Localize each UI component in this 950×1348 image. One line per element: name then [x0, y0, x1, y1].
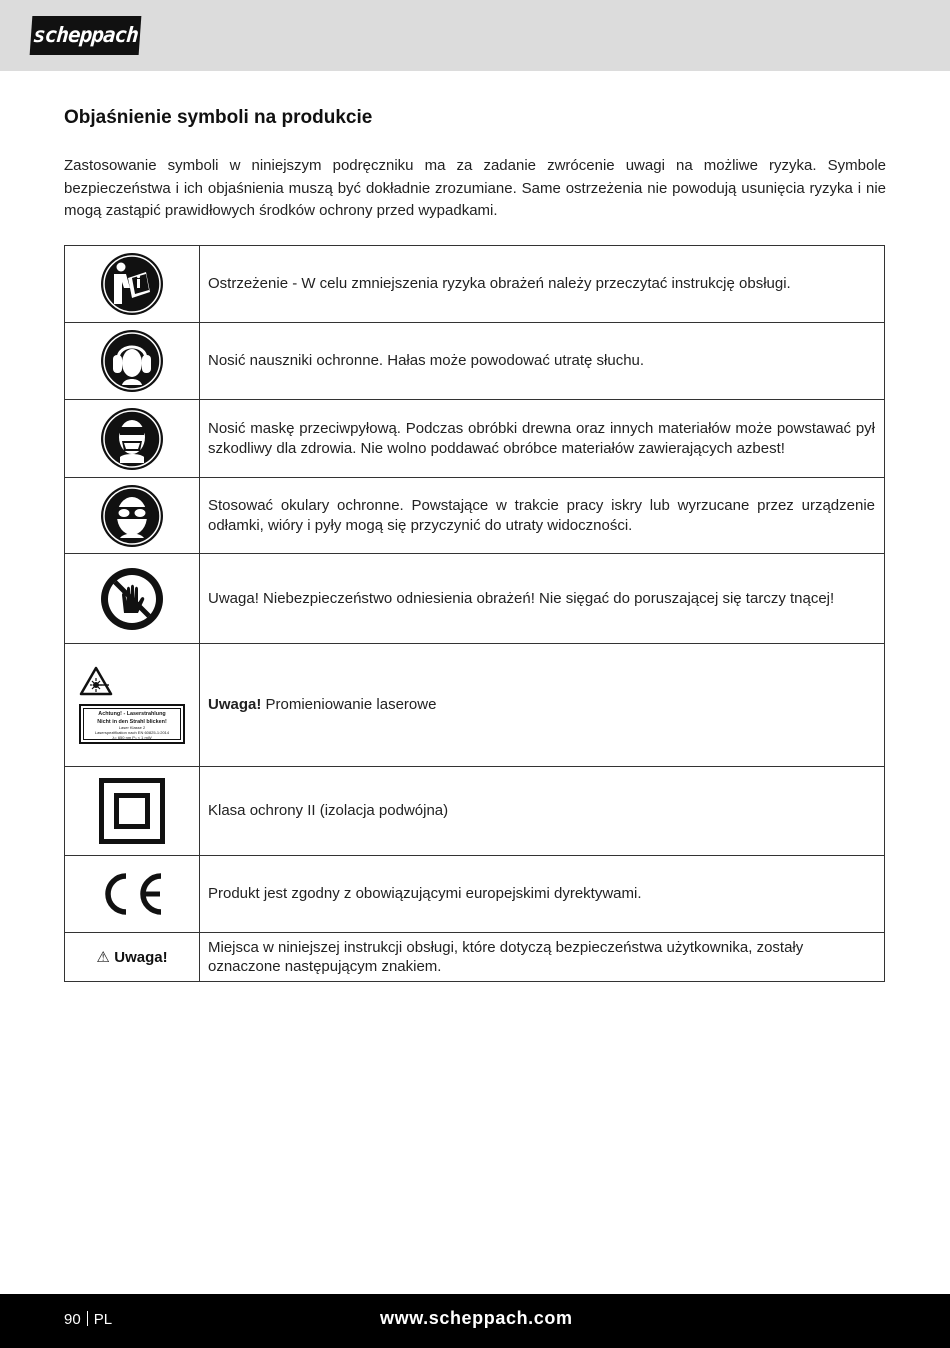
ce-mark-icon: [99, 871, 165, 917]
page-number-separator: [87, 1311, 88, 1326]
row-text: Stosować okulary ochronne. Powstające w trakcie pracy iskry lub wyrzucane przez urządzenie odłamki, wióry i pyły mogą się przyczynić do utraty widoczności.: [200, 478, 885, 554]
table-row: [65, 767, 885, 856]
page-number-value: 90: [64, 1311, 81, 1328]
laser-class-label: [79, 704, 185, 744]
row-text: Miejsca w niniejszej instrukcji obsługi, które dotyczą bezpieczeństwa użytkownika, zostały oznaczone następującym znakiem.: [200, 933, 885, 982]
row-text: Uwaga! Niebezpieczeństwo odniesienia obrażeń! Nie sięgać do poruszającej się tarczy tnącej!: [200, 554, 885, 644]
dust-mask-icon: [100, 407, 164, 471]
table-row: [65, 400, 885, 478]
laser-warning-icon: [79, 666, 113, 696]
row-text: Nosić maskę przeciwpyłową. Podczas obróbki drewna oraz innych materiałów może powstawać pył szkodliwy dla zdrowia. Nie wolno poddawać obróbce materiałów zawierających azbest!: [200, 400, 885, 478]
table-row: [65, 323, 885, 400]
website-link[interactable]: www.scheppach.com: [380, 1308, 573, 1328]
table-row: [65, 554, 885, 644]
ear-protection-icon: [100, 329, 164, 393]
warning-label: Uwaga!: [114, 948, 168, 966]
read-manual-icon: [100, 252, 164, 316]
table-row: [65, 644, 885, 767]
no-hand-icon: [100, 567, 164, 631]
warning-triangle-icon: ⚠: [96, 948, 110, 966]
row-text: Klasa ochrony II (izolacja podwójna): [200, 767, 885, 856]
table-row: [65, 856, 885, 933]
laser-label-line: Nicht in den Strahl blicken!: [97, 719, 167, 725]
row-label-bold: Uwaga!: [208, 696, 262, 714]
laser-label-line: λ= 650 nm P₀ < 1 mW: [112, 735, 152, 740]
page-footer: [0, 1294, 950, 1348]
table-row: [65, 933, 885, 982]
scheppach-logo: scheppach: [30, 16, 142, 55]
laser-label-line: Laserspezifikation nach EN 60825-1:2014: [94, 730, 170, 735]
page-header: [0, 0, 950, 71]
row-text: Nosić nauszniki ochronne. Hałas może powodować utratę słuchu.: [200, 323, 885, 400]
row-text: [200, 644, 885, 767]
safety-goggles-icon: [100, 484, 164, 548]
page-number: [64, 1311, 112, 1328]
row-label-text: Promieniowanie laserowe: [261, 696, 437, 714]
language-code: PL: [93, 1311, 113, 1328]
protection-class-2-icon: [99, 778, 165, 844]
table-row: [65, 246, 885, 323]
page-title: Objaśnienie symboli na produkcie: [64, 107, 373, 128]
row-text: Produkt jest zgodny z obowiązującymi europejskimi dyrektywami.: [200, 856, 885, 933]
row-text: Ostrzeżenie - W celu zmniejszenia ryzyka obrażeń należy przeczytać instrukcję obsługi.: [200, 246, 885, 323]
intro-paragraph: Zastosowanie symboli w niniejszym podręczniku ma za zadanie zwrócenie uwagi na możliwe ryzyka. Symbole bezpieczeństwa i ich objaśnienia muszą być dokładnie zrozumiane. Same ostrzeżenia nie powodują usunięcia ryzyka i nie mogą zastąpić prawidłowych środków ochrony przed wypadkami.: [64, 157, 886, 219]
laser-label-line: Achtung! - Laserstrahlung: [98, 711, 166, 717]
laser-label-line: Laser Klasse 2: [118, 725, 146, 730]
table-row: [65, 478, 885, 554]
symbols-table: [64, 245, 885, 982]
